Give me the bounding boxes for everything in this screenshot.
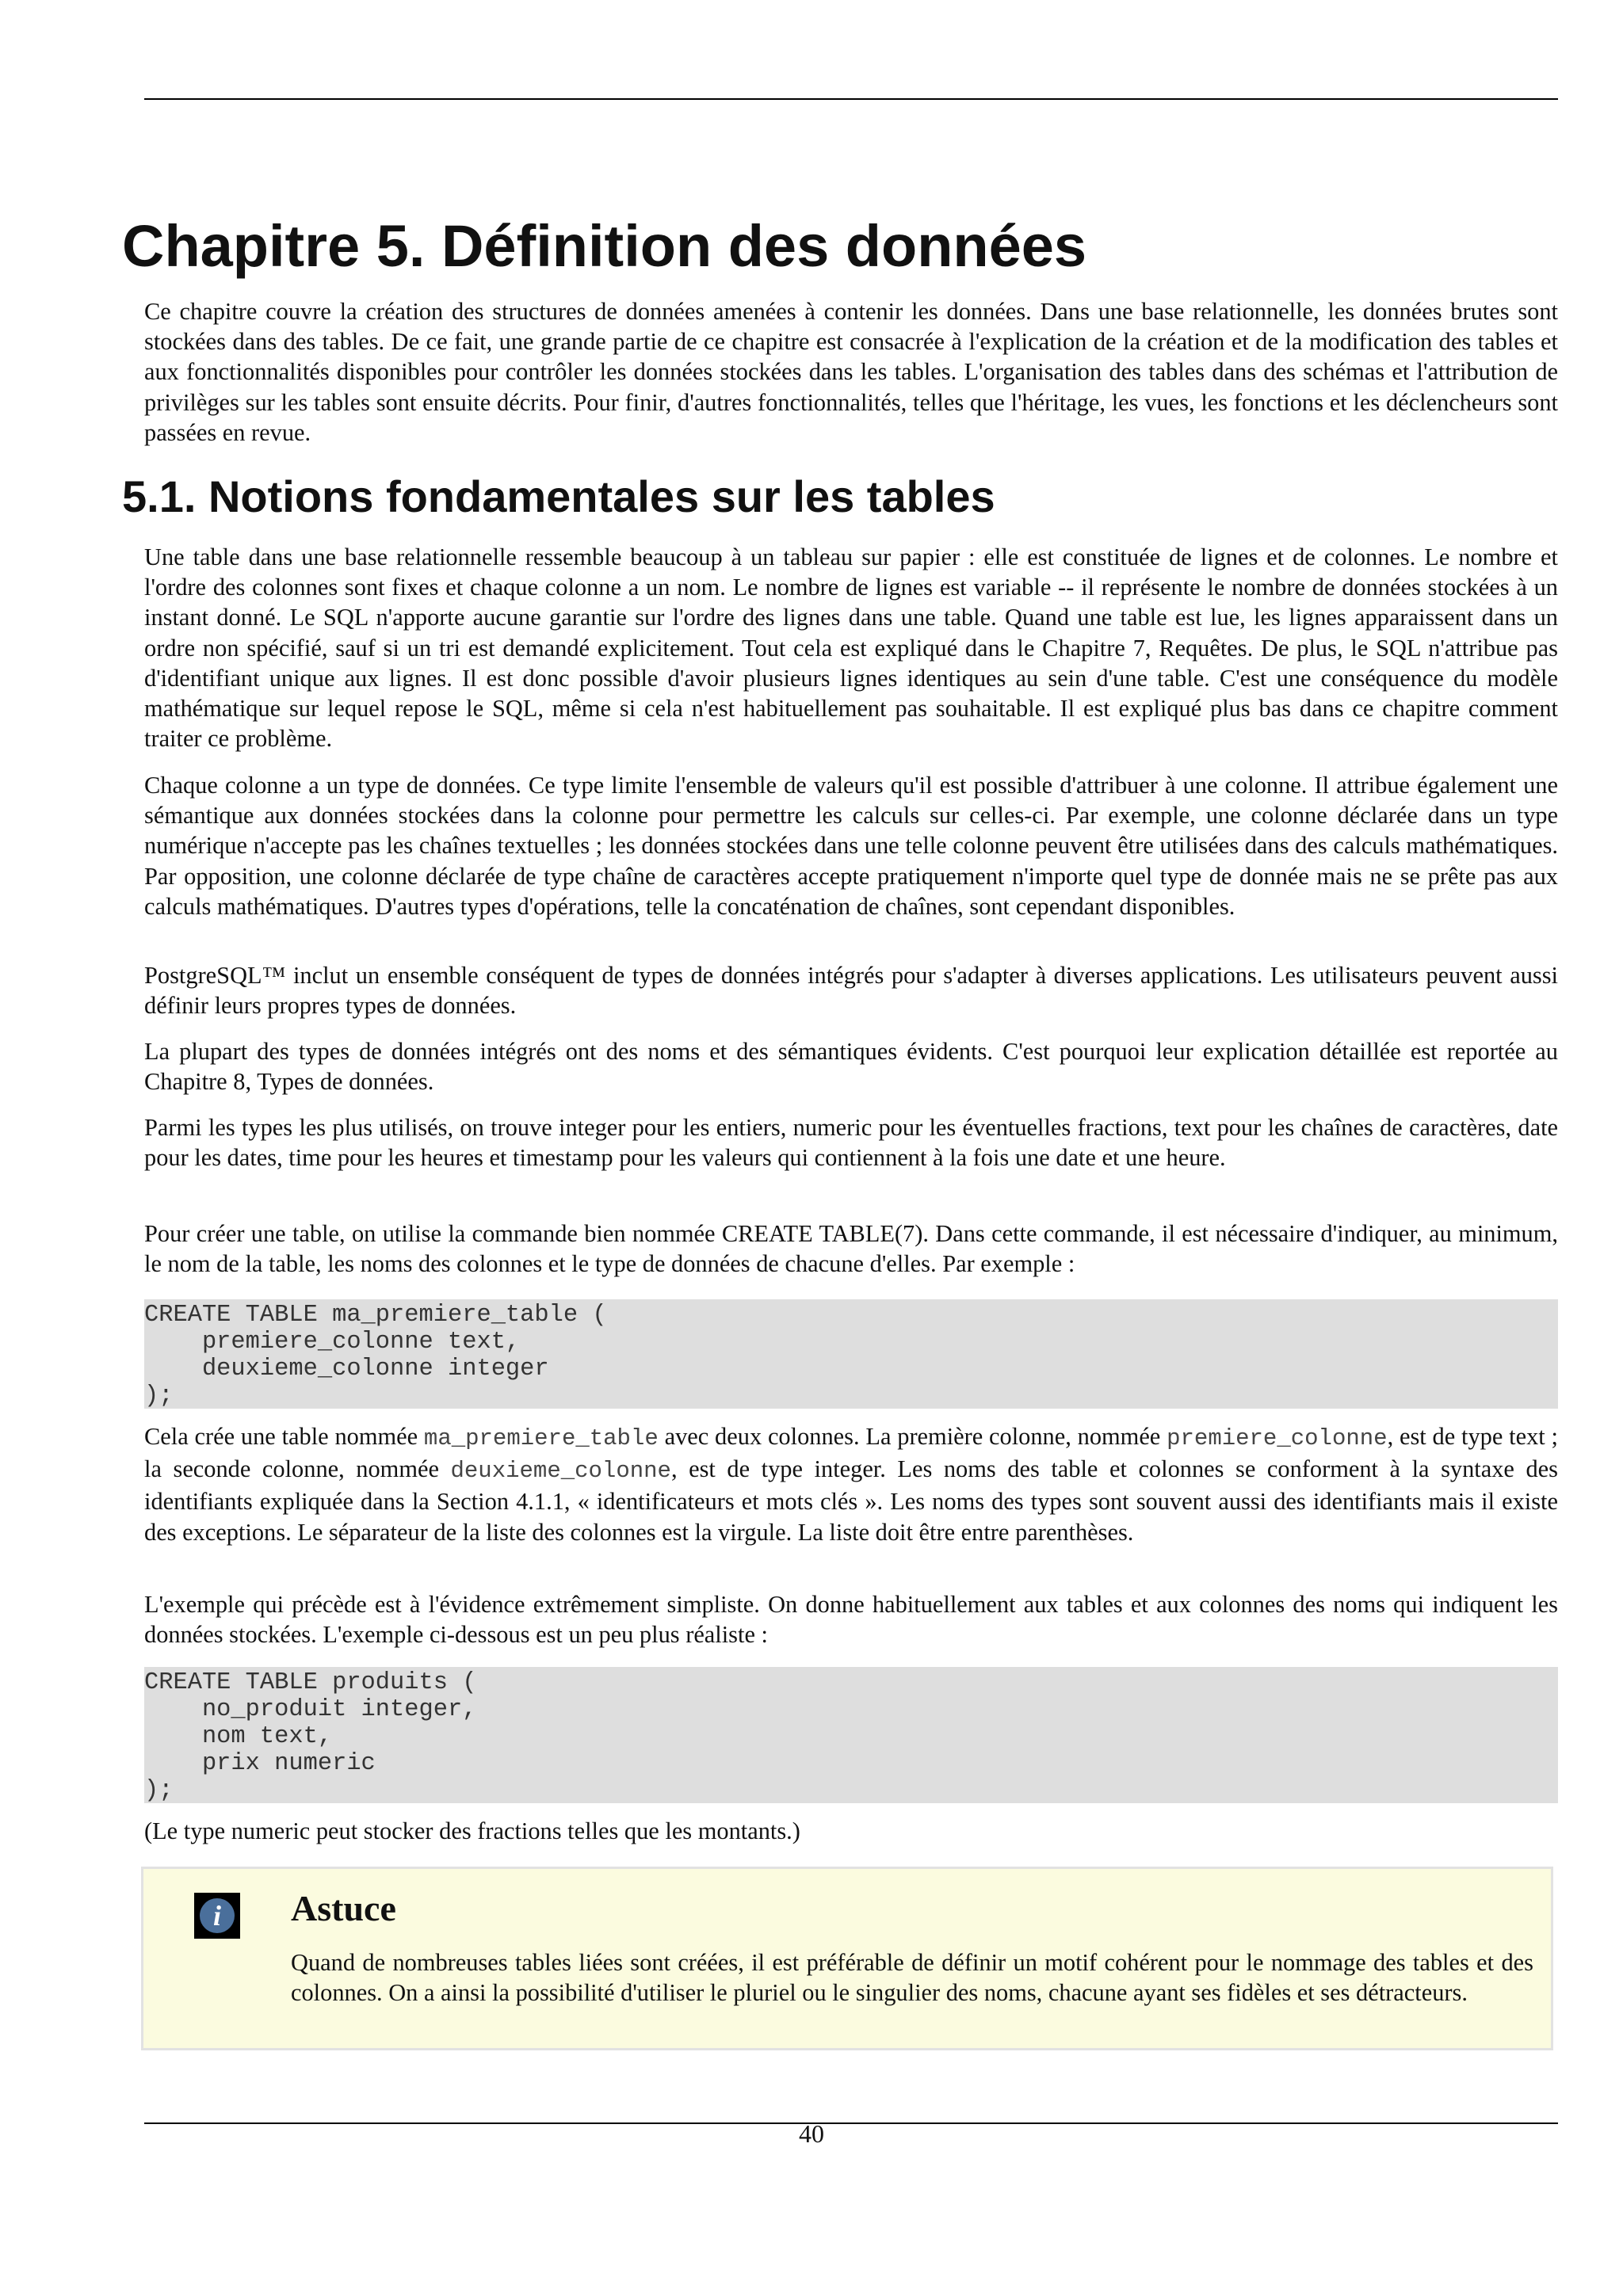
tip-text: Quand de nombreuses tables liées sont créées, il est préférable de définir un motif cohérent pour le nommage des tables et des colonnes. On a ainsi la possibilité d'utiliser le pluriel ou le singulier des noms, chacune ayant ses fidèles et ses détracteurs.	[291, 1949, 1533, 2007]
section-title: 5.1. Notions fondamentales sur les tables	[122, 471, 995, 521]
code-line: no_produit integer,	[144, 1696, 477, 1723]
paragraph-common-types: Parmi les types les plus utilisés, on trouve integer pour les entiers, numeric pour les éventuelles fractions, text pour les chaînes de caractères, date pour les dates, time pour les heures et timestamp pour les valeurs qui contiennent à la fois une date et une heure.	[144, 1114, 1558, 1172]
code-line: );	[144, 1383, 174, 1409]
info-icon	[194, 1893, 240, 1939]
code-line: nom text,	[144, 1723, 333, 1750]
code-block-ma-premiere-table	[144, 1299, 1558, 1409]
explain-text: avec deux colonnes. La première colonne, nommée	[658, 1423, 1167, 1450]
code-block-produits	[144, 1667, 1558, 1803]
column-name-literal: premiere_colonne	[1167, 1425, 1388, 1451]
page-number: 40	[799, 2119, 824, 2148]
code-line: CREATE TABLE produits (	[144, 1669, 477, 1696]
paragraph-create-table: Pour créer une table, on utilise la commande bien nommée CREATE TABLE(7). Dans cette commande, il est nécessaire d'indiquer, au minimum, le nom de la table, les noms des colonnes et le type de données de chacune d'elles. Par exemple :	[144, 1220, 1558, 1278]
tip-box	[141, 1867, 1553, 2050]
explain-text: , est de type integer. Les noms des table et colonnes se conforment à la syntaxe des identifiants expliquée dans la Section 4.1.1, « identificateurs et mots clés ». Les noms des types sont souvent aussi des identifiants mais il existe des exceptions. Le séparateur de la liste des colonnes est la virgule. La liste doit être entre parenthèses.	[144, 1455, 1558, 1546]
column-name-literal: deuxieme_colonne	[450, 1458, 671, 1485]
paragraph-tables: Une table dans une base relationnelle ressemble beaucoup à un tableau sur papier : elle est constituée de lignes et de colonnes. Le nombre et l'ordre des colonnes sont fixes et chaque colonne a un nom. Le nombre de lignes est variable -- il représente le nombre de données stockées à un instant donné. Le SQL n'apporte aucune garantie sur l'ordre des lignes dans une table. Quand une table est lue, les lignes apparaissent dans un ordre non spécifié, sauf si un tri est demandé explicitement. Tout cela est expliqué dans le Chapitre 7, Requêtes. De plus, le SQL n'attribue pas d'identifiant unique aux lignes. Il est donc possible d'avoir plusieurs lignes identiques au sein d'une table. C'est une conséquence du modèle mathématique sur lequel repose le SQL, même si cela n'est habituellement pas souhaitable. Il est expliqué plus bas dans ce chapitre comment traiter ce problème.	[144, 543, 1558, 753]
header-rule	[144, 98, 1558, 100]
paragraph-numeric-note: (Le type numeric peut stocker des fractions telles que les montants.)	[144, 1817, 800, 1844]
paragraph-example-intro: L'exemple qui précède est à l'évidence extrêmement simpliste. On donne habituellement aux tables et aux colonnes des noms qui indiquent les données stockées. L'exemple ci-dessous est un peu plus réaliste :	[144, 1591, 1558, 1649]
tip-title: Astuce	[291, 1888, 396, 1928]
explain-text: Cela crée une table nommée	[144, 1423, 424, 1450]
paragraph-column-types: Chaque colonne a un type de données. Ce type limite l'ensemble de valeurs qu'il est possible d'attribuer à une colonne. Il attribue également une sémantique aux données stockées dans la colonne pour permettre les calculs sur celles-ci. Par exemple, une colonne déclarée dans un type numérique n'accepte pas les chaînes textuelles ; les données stockées dans une telle colonne peuvent être utilisées dans des calculs mathématiques. Par opposition, une colonne déclarée de type chaîne de caractères accepte pratiquement n'importe quel type de donnée mais ne se prête pas aux calculs mathématiques. D'autres types d'opérations, telle la concaténation de chaînes, sont cependant disponibles.	[144, 772, 1558, 920]
info-icon-letter: i	[200, 1898, 235, 1933]
code-line: );	[144, 1777, 174, 1804]
table-name-literal: ma_premiere_table	[423, 1425, 659, 1451]
code-line: deuxieme_colonne integer	[144, 1356, 549, 1383]
paragraph-postgresql-types: PostgreSQL™ inclut un ensemble conséquent de types de données intégrés pour s'adapter à diverses applications. Les utilisateurs peuvent aussi définir leurs propres types de données.	[144, 962, 1558, 1020]
paragraph-explanation	[144, 1421, 1558, 1547]
chapter-title: Chapitre 5. Définition des données	[122, 213, 1087, 279]
paragraph-builtin-types: La plupart des types de données intégrés ont des noms et des sémantiques évidents. C'est pourquoi leur explication détaillée est reportée au Chapitre 8, Types de données.	[144, 1038, 1558, 1096]
explain-text: , est de type text ; la seconde colonne, nommée	[144, 1423, 1558, 1483]
code-line: premiere_colonne text,	[144, 1329, 521, 1356]
code-line: CREATE TABLE ma_premiere_table (	[144, 1302, 607, 1329]
code-line: prix numeric	[144, 1750, 376, 1777]
intro-paragraph: Ce chapitre couvre la création des structures de données amenées à contenir les données. Dans une base relationnelle, les données brutes sont stockées dans des tables. De ce fait, une grande partie de ce chapitre est consacrée à l'explication de la création et de la modification des tables et aux fonctionnalités disponibles pour contrôler les données stockées dans les tables. L'organisation des tables dans des schémas et l'attribution de privilèges sur les tables sont ensuite décrits. Pour finir, d'autres fonctionnalités, telles que l'héritage, les vues, les fonctions et les déclencheurs sont passées en revue.	[144, 298, 1558, 446]
